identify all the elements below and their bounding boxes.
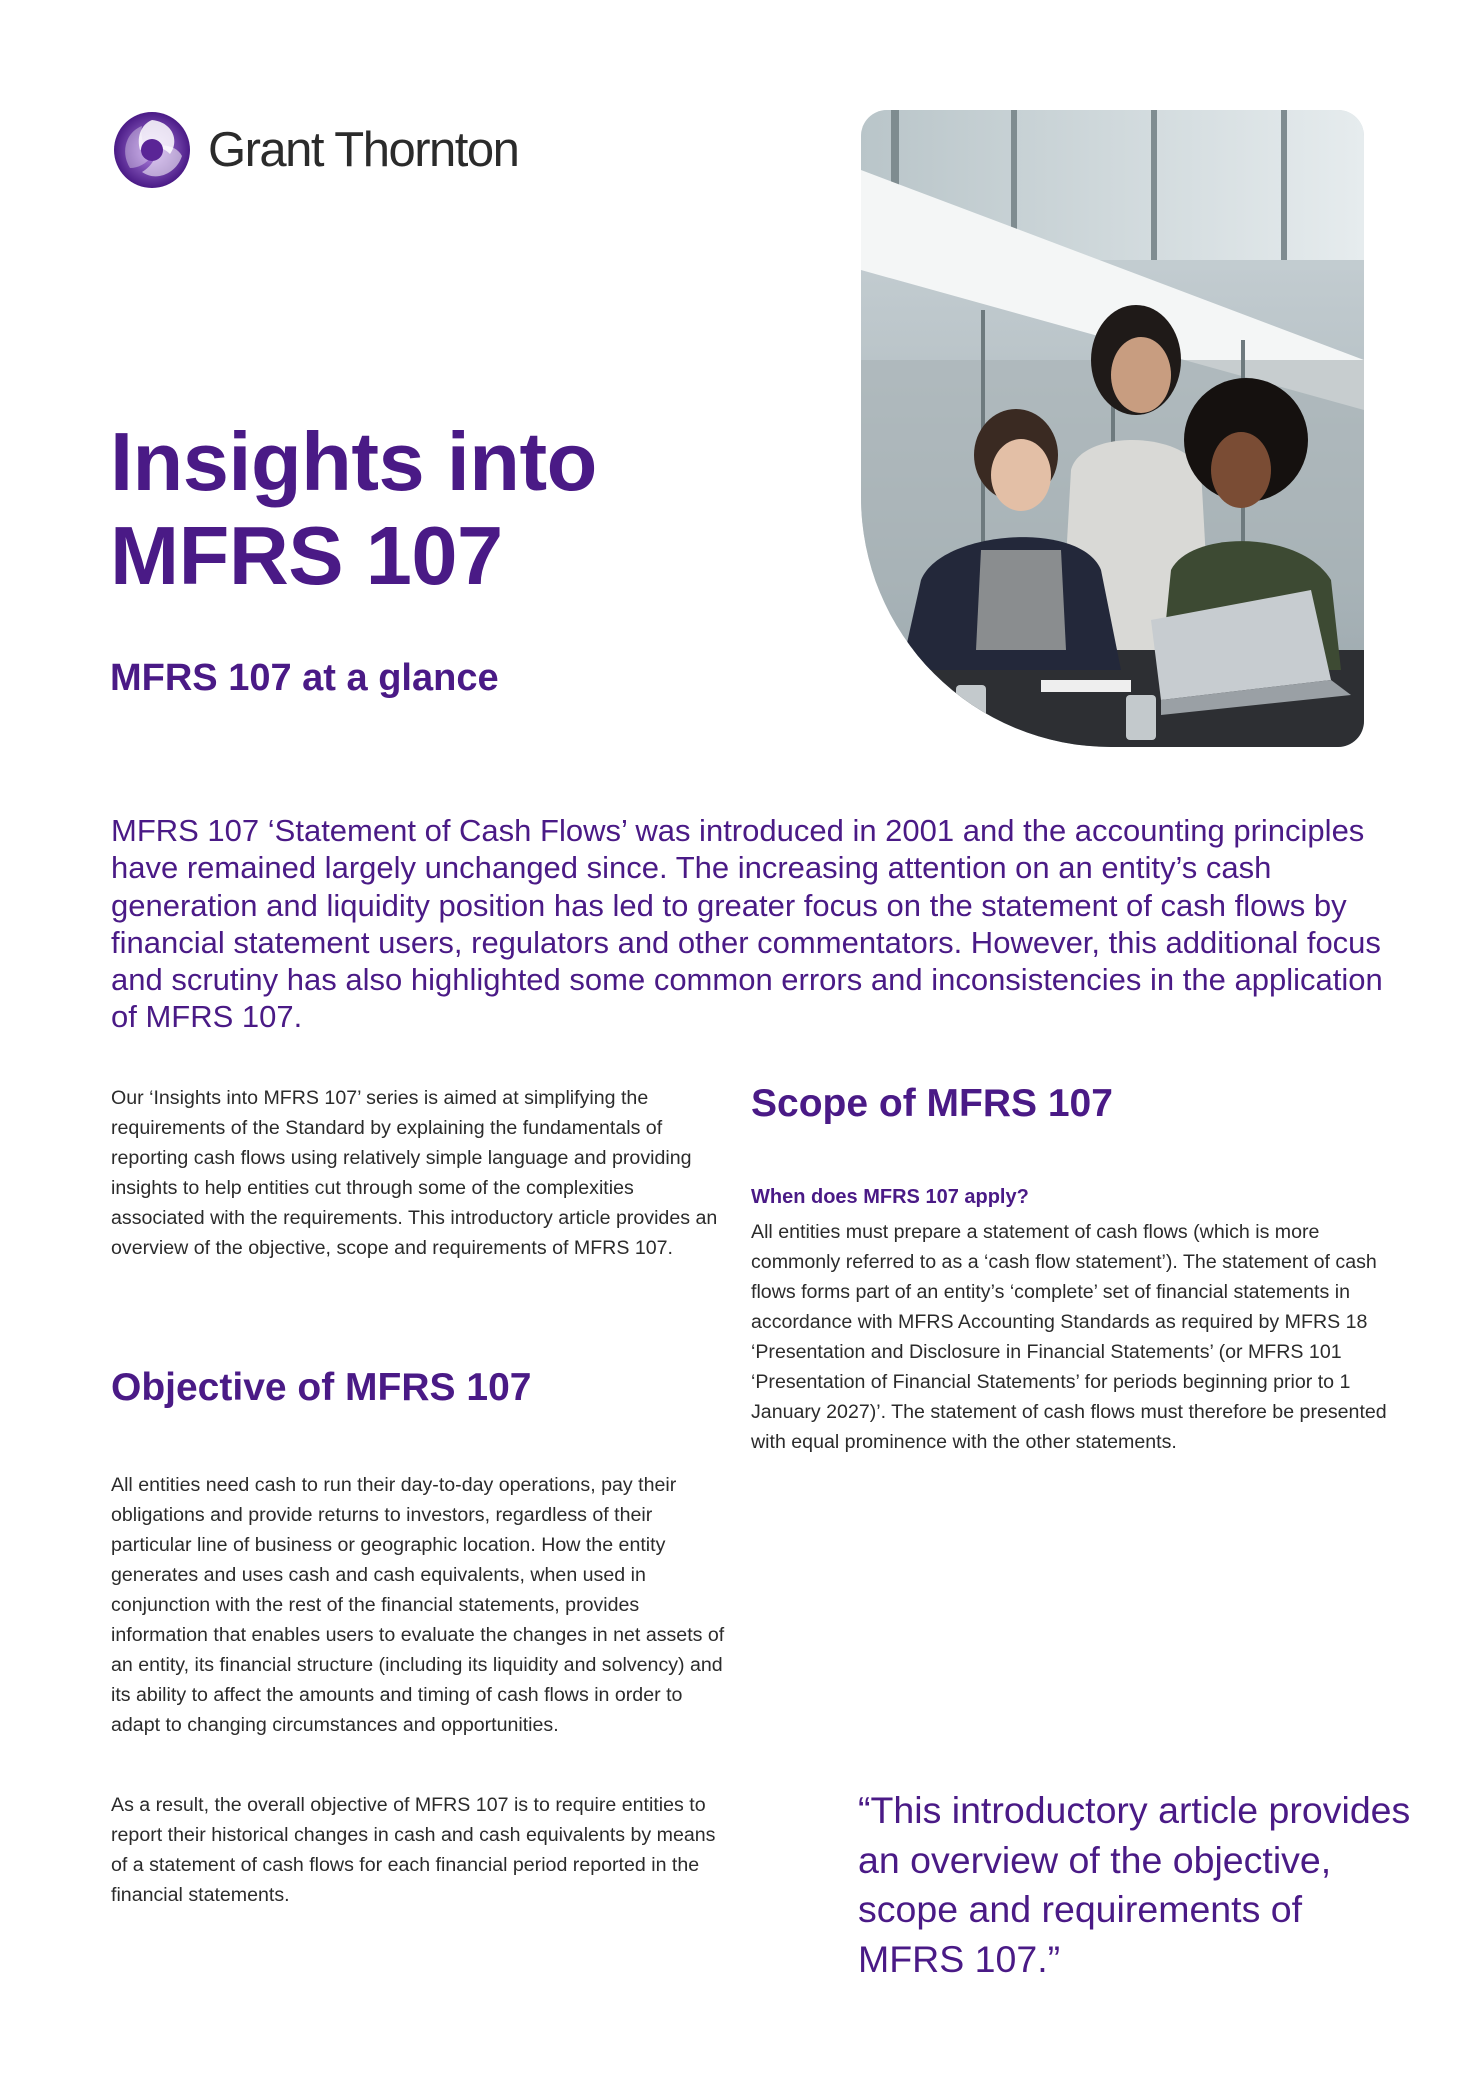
objective-paragraph-1: All entities need cash to run their day-to-day operations, pay their obligations and provide returns to investors, regardless of their particular line of business or geographic location. How the entity generates and uses cash and cash equivalents, when used in conjunction with the rest of the financial statements, provides information that enables users to evaluate the changes in net assets of an entity, its financial structure (including its liquidity and solvency) and its ability to affect the amounts and timing of cash flows in order to adapt to changing circumstances and opportunities. [111,1474,725,1736]
office-colleagues-laptop-photo [861,110,1364,747]
objective-heading: Objective of MFRS 107 [111,1366,532,1409]
objective-paragraph-2: As a result, the overall objective of MFRS 107 is to require entities to report their historical changes in cash and cash equivalents by means of a statement of cash flows for each financial period reported in the financial statements. [111,1794,716,1906]
title-line-1: Insights into [110,415,597,508]
brand-logo [112,110,518,190]
intro-paragraph: MFRS 107 ‘Statement of Cash Flows’ was introduced in 2001 and the accounting principles have remained largely unchanged since. The increasing attention on an entity’s cash generation and liquidity position has led to greater focus on the statement of cash flows by financial statement users, regulators and other commentators. However, this additional focus and scrutiny has also highlighted some common errors and inconsistencies in the application of MFRS 107. [111,813,1383,1035]
scope-heading: Scope of MFRS 107 [751,1082,1113,1125]
title-line-2: MFRS 107 [110,509,503,602]
scope-paragraph: All entities must prepare a statement of cash flows (which is more commonly referred to as a ‘cash flow statement’). The statement of cash flows forms part of an entity’s ‘complete’ set of financial statements in accordance with MFRS Accounting Standards as required by MFRS 18 ‘Presentation and Disclosure in Financial Statements’ (or MFRS 101 ‘Presentation of Financial Statements’ for periods beginning prior to 1 January 2027)’. The statement of cash flows must therefore be presented with equal prominence with the other statements. [751,1221,1387,1453]
brand-name: Grant Thornton [208,123,519,177]
pull-quote: “This introductory article provides an overview of the objective, scope and requirements of MFRS 107.” [858,1789,1411,1980]
series-paragraph: Our ‘Insights into MFRS 107’ series is aimed at simplifying the requirements of the Standard by explaining the fundamentals of reporting cash flows using relatively simple language and providing insights to help entities cut through some of the complexities associated with the requirements. This introductory article provides an overview of the objective, scope and requirements of MFRS 107. [111,1087,718,1259]
grant-thornton-swirl-icon [112,110,192,190]
when-heading: When does MFRS 107 apply? [751,1186,1029,1208]
page-title [110,415,597,603]
page-subtitle: MFRS 107 at a glance [110,657,499,699]
